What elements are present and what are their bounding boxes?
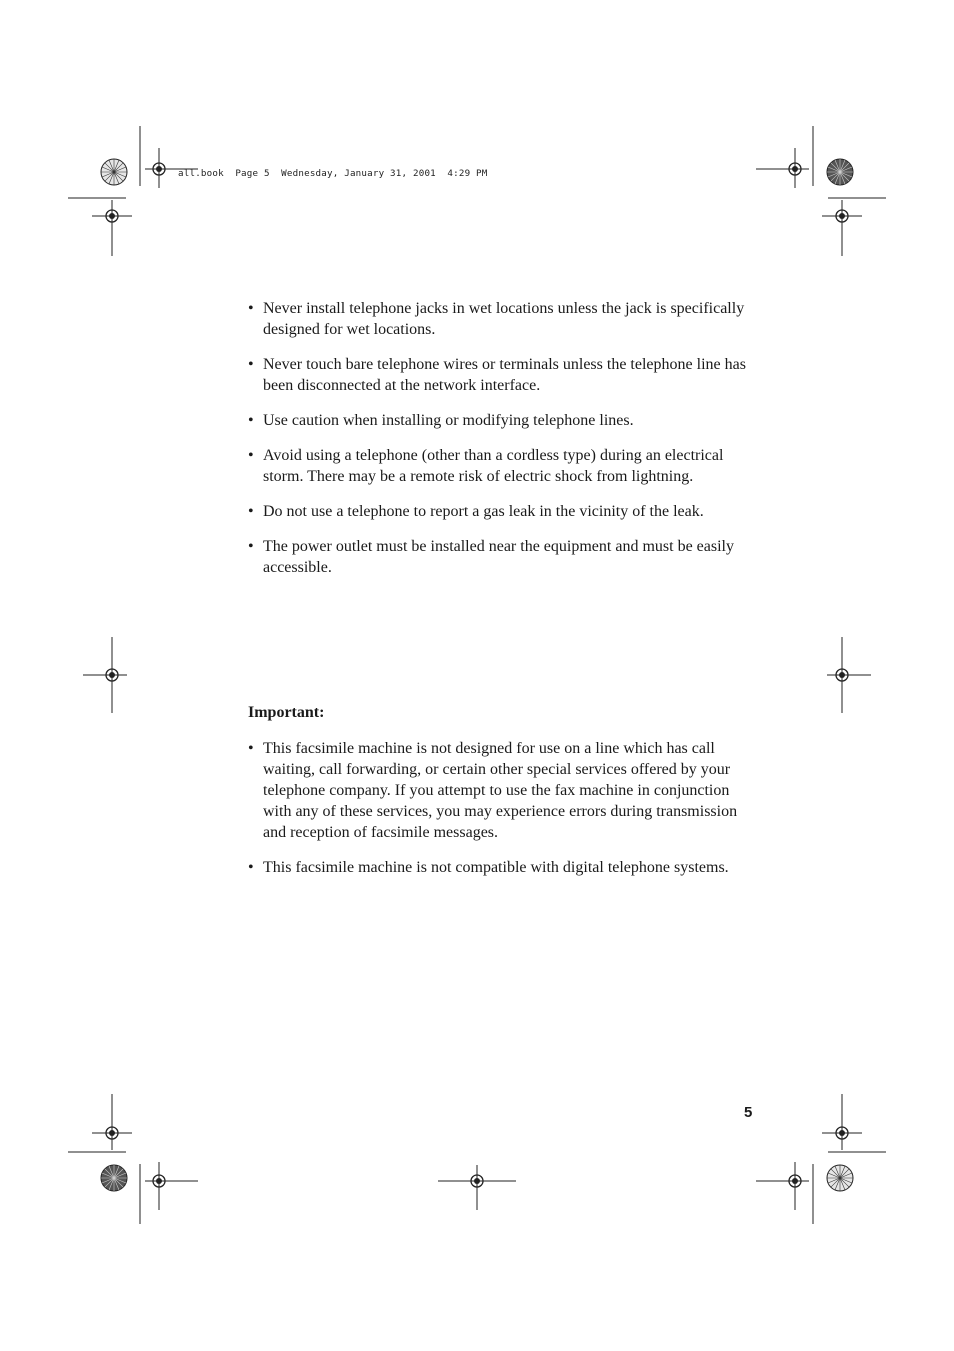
bullet-glyph: •: [248, 538, 254, 555]
starburst-mark-top-right: [827, 159, 853, 185]
list-item: [248, 857, 748, 878]
important-list: [248, 738, 748, 892]
bullet-glyph: •: [248, 859, 254, 876]
list-item-text: Never install telephone jacks in wet locations unless the jack is specifically designed for wet locations.: [263, 300, 745, 338]
bullet-glyph: •: [248, 300, 254, 317]
bullet-glyph: •: [248, 447, 254, 464]
list-item: [248, 738, 748, 843]
list-item: [248, 536, 748, 578]
list-item: [248, 354, 748, 396]
print-header-slug: all.book Page 5 Wednesday, January 31, 2001 4:29 PM: [178, 168, 488, 179]
list-item-text: Never touch bare telephone wires or terminals unless the telephone line has been disconnected at the network interface.: [263, 356, 746, 394]
list-item-text: Avoid using a telephone (other than a cordless type) during an electrical storm. There may be a remote risk of electric shock from lightning.: [263, 447, 724, 485]
bullet-glyph: •: [248, 740, 254, 757]
list-item-text: Do not use a telephone to report a gas leak in the vicinity of the leak.: [263, 503, 704, 520]
starburst-mark-bottom-right: [827, 1165, 853, 1191]
important-heading: Important:: [248, 704, 325, 721]
bullet-glyph: •: [248, 503, 254, 520]
list-item: [248, 410, 748, 431]
page-number: 5: [744, 1104, 753, 1121]
starburst-mark-top-left: [101, 159, 127, 185]
main-content: [248, 298, 748, 876]
list-item-text: Use caution when installing or modifying telephone lines.: [263, 412, 634, 429]
list-item-text: This facsimile machine is not compatible with digital telephone systems.: [263, 859, 729, 876]
list-item-text: The power outlet must be installed near the equipment and must be easily accessible.: [263, 538, 734, 576]
list-item-text: This facsimile machine is not designed for use on a line which has call waiting, call forwarding, or certain other special services offered by your telephone company. If you attempt to use the fax machine in conjunction with any of these services, you may experience errors during transmission and reception of facsimile messages.: [263, 740, 738, 841]
bullet-glyph: •: [248, 412, 254, 429]
list-item: [248, 501, 748, 522]
list-item: [248, 298, 748, 340]
list-item: [248, 445, 748, 487]
safety-list: [248, 298, 748, 578]
starburst-mark-bottom-left: [101, 1165, 127, 1191]
bullet-glyph: •: [248, 356, 254, 373]
